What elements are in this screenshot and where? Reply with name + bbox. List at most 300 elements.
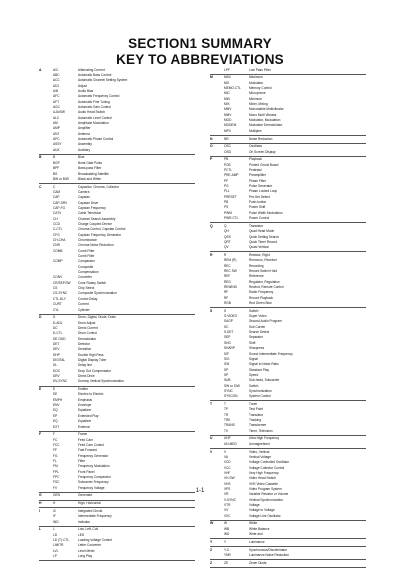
abbreviation: EMPH <box>53 397 63 402</box>
letter-group <box>39 432 195 493</box>
abbreviation-meaning: Fast Forward <box>78 448 97 453</box>
abbreviation: S.DET <box>224 330 234 335</box>
letter-group <box>210 157 366 224</box>
abbreviation-meaning: Signal to Noise Ratio <box>249 362 279 367</box>
abbreviation-meaning: Demodulator <box>78 336 97 341</box>
abbreviation-row <box>39 148 195 153</box>
abbreviation-meaning: Voltage <box>249 502 260 507</box>
abbreviation-meaning: Ultra High Frequency <box>249 436 280 441</box>
abbreviation-meaning: Signal <box>249 356 258 361</box>
letter-group <box>39 501 195 509</box>
abbreviation-meaning: Write and <box>249 532 263 537</box>
title-line-1: SECTION1 SUMMARY <box>128 36 272 51</box>
abbreviation-meaning: Frequency Comparator <box>78 474 111 479</box>
group-letter <box>210 553 224 558</box>
abbreviation-row <box>39 308 195 313</box>
abbreviation-meaning: Extended Play <box>78 413 99 418</box>
abbreviation: MMV <box>224 112 232 117</box>
abbreviation-meaning: Frequency Generator <box>78 453 109 458</box>
abbreviation-meaning: Preamplifier <box>249 173 267 178</box>
group-letter: U <box>210 436 213 441</box>
abbreviation-meaning: Synchronous/Discriminator <box>249 547 288 552</box>
abbreviation: C-CTL <box>53 227 63 232</box>
abbreviation-meaning: Push-button <box>249 200 267 205</box>
abbreviation-meaning: Drop Out Compensator <box>78 368 111 373</box>
abbreviation-row <box>210 150 366 155</box>
abbreviation: B <box>53 155 56 160</box>
abbreviation-meaning: Sound Intermediate Frequency <box>249 351 293 356</box>
abbreviation: COMB <box>53 248 63 253</box>
abbreviation-meaning: Low, Left, Coil <box>78 527 99 532</box>
abbreviation-meaning: Voltage Collector Control <box>249 465 285 470</box>
abbreviation: TV <box>224 428 229 433</box>
abbreviation-meaning: Chrominance <box>78 238 97 243</box>
abbreviation-meaning: Voltage to Voltage <box>249 508 275 513</box>
abbreviation: PCB <box>224 162 231 167</box>
abbreviation-meaning: Standard Play <box>249 367 270 372</box>
abbreviation: ALC <box>53 115 60 120</box>
abbreviation-meaning: Capstan Drive <box>78 200 99 205</box>
abbreviation-meaning: Noise Reduction <box>249 136 273 141</box>
abbreviation-meaning: Automatic Phase Control <box>78 137 114 142</box>
abbreviation: BGP <box>53 160 60 165</box>
group-letter: V <box>210 449 213 454</box>
letter-group <box>210 144 366 157</box>
group-letter: E <box>39 387 42 392</box>
abbreviation: DC <box>53 325 58 330</box>
abbreviation-meaning: Filter <box>78 458 86 463</box>
abbreviation: WD <box>224 532 230 537</box>
abbreviation: QV <box>224 245 229 250</box>
abbreviation-meaning: Automatic Channel Setting System <box>78 78 128 83</box>
abbreviation: MEMO.CTL <box>224 86 241 91</box>
abbreviation: CONV <box>53 275 63 280</box>
abbreviation-meaning: Oscillator <box>249 144 263 149</box>
abbreviation-meaning: Envelope <box>78 403 92 408</box>
abbreviation-meaning: Chroma Noise Reduction <box>78 243 114 248</box>
abbreviation: DHP <box>53 352 60 357</box>
group-letter: Q <box>210 223 213 228</box>
abbreviation-meaning: Converter <box>78 275 92 280</box>
abbreviation: MIN <box>224 96 230 101</box>
abbreviation-meaning: Generator <box>78 493 93 498</box>
abbreviation-meaning: Feed Cam <box>78 437 93 442</box>
abbreviation: BW or B/W <box>53 176 69 181</box>
abbreviation-meaning: Record Switch Hold <box>249 268 277 273</box>
abbreviation: CH-CHA <box>53 238 66 243</box>
abbreviation-meaning: Automatic Gain Control <box>78 105 111 109</box>
abbreviation-meaning: Audio Head Switch <box>78 110 105 115</box>
abbreviation-meaning: Chip Select <box>78 286 95 291</box>
abbreviation: SW or S/W <box>224 383 240 388</box>
abbreviation-meaning: LED <box>78 532 85 537</box>
abbreviation: VCD <box>224 460 231 465</box>
abbreviation: V-SYNC <box>224 497 236 502</box>
letter-group <box>39 387 195 432</box>
abbreviation: AMP <box>53 126 60 131</box>
abbreviation-meaning: Double High Pass <box>78 352 104 357</box>
abbreviation-meaning: Capstan Frequency <box>78 205 106 210</box>
abbreviation-meaning: Adjust <box>78 83 87 88</box>
abbreviation: SAGP <box>224 319 233 324</box>
abbreviation: AGC <box>53 105 60 109</box>
page-title <box>0 36 400 68</box>
abbreviation: Y-C <box>224 547 230 552</box>
abbreviation-row <box>210 561 366 566</box>
abbreviation: VCC <box>224 465 231 470</box>
abbreviation: REC SW <box>224 268 237 273</box>
abbreviation-meaning: Tracking <box>249 418 262 423</box>
letter-group <box>210 308 366 401</box>
abbreviation: LVL <box>53 548 59 553</box>
abbreviation: FG <box>53 453 58 458</box>
abbreviation-meaning: Luminance Noise Reduction <box>249 552 289 557</box>
abbreviation: SIG <box>224 356 230 361</box>
abbreviation: DET <box>53 341 60 346</box>
group-letter: D <box>39 315 42 320</box>
abbreviation-meaning: Quick Timer Record <box>249 239 278 244</box>
abbreviation-meaning: Sub-head, Subcarrier <box>249 378 280 383</box>
abbreviation-row <box>210 129 366 134</box>
group-letter: Z <box>210 547 213 552</box>
abbreviation-meaning: Cylinder <box>78 307 90 312</box>
abbreviation-meaning: Frequency Voltage <box>78 485 105 490</box>
letter-group <box>39 315 195 387</box>
group-letter: S <box>210 308 213 313</box>
abbreviation-meaning: Comparator <box>78 259 95 264</box>
abbreviation: TRK <box>224 418 231 423</box>
group-letter <box>210 216 224 221</box>
abbreviation-meaning: Front Panel <box>78 469 95 474</box>
group-letter <box>39 308 53 313</box>
abbreviation: BPF <box>53 166 60 171</box>
abbreviation-meaning: Color Rotary Switch <box>78 280 107 285</box>
abbreviation: PWM <box>224 210 232 215</box>
abbreviation-meaning: Assembly <box>78 142 92 147</box>
abbreviation-meaning: Comb Filter <box>78 248 95 253</box>
abbreviation: MAX <box>224 75 231 80</box>
abbreviation-meaning: Rewind, Remote Control <box>249 285 284 289</box>
abbreviation-meaning: White Balance <box>249 526 270 531</box>
abbreviation-meaning: Charge Coupled Device <box>78 222 112 226</box>
abbreviation: DRV <box>53 374 60 379</box>
abbreviation-meaning: Integrated Circuit <box>78 508 103 513</box>
letter-group <box>39 184 195 315</box>
abbreviation: SYNC <box>224 388 233 393</box>
abbreviation-meaning: Composite Synchronization <box>78 291 117 296</box>
abbreviation: VTR <box>224 502 231 507</box>
abbreviation: REM (R) <box>224 258 237 263</box>
abbreviation-meaning: Auxiliary <box>78 147 91 152</box>
group-letter: F <box>39 432 42 437</box>
abbreviation: AFT <box>53 99 60 104</box>
abbreviation-meaning: Luminance <box>249 539 265 544</box>
group-letter: T <box>210 402 213 406</box>
abbreviation-meaning: Synchronization <box>249 388 272 393</box>
abbreviation-row <box>39 520 195 525</box>
abbreviation: PS <box>224 205 229 210</box>
abbreviation-meaning: Microphone <box>249 91 266 96</box>
group-letter <box>210 150 224 155</box>
abbreviation: WB <box>224 526 230 531</box>
abbreviation-meaning: Broadcasting Satellite <box>78 171 109 176</box>
abbreviation-meaning: Search Detect <box>249 330 270 335</box>
abbreviation: MPX <box>224 128 231 133</box>
abbreviation-meaning: Compensation <box>78 270 99 275</box>
abbreviation: FC <box>53 437 58 442</box>
abbreviation-meaning: Band-pass Filter <box>78 166 102 171</box>
abbreviation: T <box>224 402 226 406</box>
letter-group <box>210 539 366 547</box>
abbreviation-meaning: Loading Voltage Control <box>78 537 113 542</box>
abbreviation: REF <box>224 274 231 279</box>
abbreviation: FF <box>53 448 57 453</box>
abbreviation: Y <box>224 539 227 544</box>
abbreviation-meaning: Digital Display Tube <box>78 357 107 362</box>
abbreviation-meaning: Radio Frequency <box>249 290 274 295</box>
abbreviation: V <box>224 449 227 454</box>
abbreviation-meaning: Amplifier <box>78 126 91 131</box>
abbreviation-meaning: Burst Gate Pulse <box>78 160 103 165</box>
abbreviation: PF <box>224 178 229 183</box>
abbreviation: SEP <box>224 335 231 340</box>
group-letter: N <box>210 136 213 141</box>
abbreviation: FM <box>53 464 58 469</box>
letter-group <box>210 252 366 308</box>
abbreviation-meaning: Pedestal <box>249 168 262 172</box>
abbreviation-meaning: Antenna <box>78 131 90 136</box>
abbreviation-row <box>210 301 366 306</box>
abbreviation-meaning: Deviation <box>78 347 92 352</box>
abbreviation-meaning: Equalizer <box>78 408 92 413</box>
abbreviation-meaning: Vertical Voltage <box>249 454 271 459</box>
abbreviation-meaning: Frame <box>78 432 88 437</box>
abbreviation-meaning: Audio Bias <box>78 88 94 93</box>
abbreviation-meaning: Emphasis <box>78 397 92 402</box>
abbreviation-meaning: Recording <box>249 263 264 268</box>
abbreviation-meaning: Variable Resistor or Volume <box>249 492 289 497</box>
abbreviation: EP <box>53 413 58 418</box>
abbreviation-meaning: Modulator <box>249 80 264 85</box>
group-letter <box>39 148 53 153</box>
abbreviation-meaning: Subcarrier Frequency <box>78 480 109 485</box>
abbreviation: SP <box>224 372 229 377</box>
abbreviation-meaning: Composite <box>78 264 94 269</box>
abbreviation: ENV <box>53 403 60 408</box>
abbreviation-row <box>39 177 195 182</box>
abbreviation: PB <box>224 157 229 162</box>
abbreviation-meaning: Equalizer <box>78 419 92 424</box>
abbreviation-meaning: Delay line <box>78 363 92 368</box>
abbreviation: OSD <box>224 149 231 154</box>
abbreviation-row <box>210 68 366 73</box>
abbreviation: MD <box>224 80 229 85</box>
abbreviation: AJA/SW <box>53 110 65 115</box>
abbreviation-meaning: Control Delay <box>78 296 98 301</box>
abbreviation-meaning: Drum, Digital, Diode, Drain <box>78 315 116 320</box>
abbreviation: PB <box>224 200 229 205</box>
abbreviation-meaning: Super Video <box>249 314 267 319</box>
group-letter <box>39 177 53 182</box>
abbreviation: IND <box>53 519 59 524</box>
abbreviation-meaning: Mono Multi Vibrator <box>249 112 277 117</box>
abbreviation: ZE <box>224 560 229 565</box>
abbreviation: S <box>224 308 227 313</box>
abbreviation: SYSCON <box>224 394 238 399</box>
abbreviation-meaning: Phase Locked Loop <box>249 189 278 194</box>
group-letter: O <box>210 144 213 149</box>
abbreviation: VHF <box>224 470 231 475</box>
abbreviation-row <box>210 532 366 537</box>
abbreviation-meaning: Playback <box>249 157 262 162</box>
letter-group <box>210 75 366 136</box>
abbreviation-meaning: Sharpness <box>249 346 265 351</box>
group-letter <box>39 520 53 525</box>
abbreviation-meaning: Resistor, Right <box>249 252 270 257</box>
abbreviation-meaning: Voltage Line Oscillator <box>249 513 281 518</box>
abbreviation-meaning: Remocon, Receiver <box>249 258 277 263</box>
abbreviation-meaning: Level Meter <box>78 548 95 553</box>
group-letter <box>210 129 224 134</box>
abbreviation: W <box>224 521 228 526</box>
abbreviation-row <box>210 429 366 434</box>
abbreviation: GEN <box>53 493 60 498</box>
abbreviation: VXC <box>224 513 231 518</box>
abbreviation-meaning: Indicator <box>78 519 91 524</box>
abbreviation-meaning: Modulator, Modulation <box>249 118 281 123</box>
abbreviation: MOD <box>224 118 232 123</box>
group-letter <box>210 394 224 399</box>
abbreviation: PRE-AMP <box>224 173 239 178</box>
abbreviation-meaning: Modulator Demodulator <box>249 123 283 128</box>
abbreviation-meaning: Maximum <box>249 75 263 80</box>
abbreviation-row <box>210 442 366 447</box>
abbreviation-row <box>39 493 195 498</box>
abbreviation-meaning: Electric to Electric <box>78 392 104 397</box>
abbreviation-meaning: Channel Search Assembly <box>78 216 116 221</box>
abbreviation: ANT <box>53 131 60 136</box>
abbreviation: VHS <box>224 481 231 486</box>
abbreviation-meaning: Tuner <box>249 402 258 406</box>
abbreviation-meaning: Minimum <box>249 96 262 101</box>
abbreviation-meaning: Quad Head Mode <box>249 229 275 234</box>
abbreviation: PLL <box>224 189 230 194</box>
letter-group <box>39 155 195 184</box>
abbreviation: CATV <box>53 211 62 216</box>
abbreviation: ADJ <box>53 83 60 88</box>
abbreviation-meaning: Unmagnetized <box>249 441 270 446</box>
abbreviation: QH <box>224 229 229 234</box>
abbreviation-meaning: Second Audio Program <box>249 319 282 324</box>
group-letter <box>39 379 53 384</box>
group-letter <box>210 301 224 306</box>
abbreviation: CURT <box>53 302 62 307</box>
abbreviation: MMV <box>224 107 232 112</box>
letter-group <box>210 67 366 75</box>
abbreviation-meaning: Pulse Width Modulation <box>249 210 283 215</box>
abbreviation: NR <box>224 136 229 141</box>
abbreviation: QSS <box>224 234 231 239</box>
abbreviation: FL <box>53 458 57 463</box>
letter-group <box>39 508 195 526</box>
abbreviation: OSC <box>224 144 231 149</box>
abbreviation: RF <box>224 295 229 300</box>
abbreviation: PCTL <box>224 168 233 172</box>
group-letter <box>39 425 53 430</box>
abbreviation: VV <box>224 508 229 513</box>
group-letter <box>39 554 53 559</box>
abbreviation-meaning: Printed Circuit Board <box>249 162 279 167</box>
abbreviation-meaning: Red Green Blue <box>249 301 272 306</box>
abbreviation: Q <box>224 223 227 228</box>
abbreviation-meaning: Automatic Bass Control <box>78 72 112 77</box>
abbreviation: F <box>53 432 55 437</box>
abbreviation: ACC <box>53 78 60 83</box>
abbreviation: CCD <box>53 222 60 226</box>
group-letter: Z <box>210 560 213 565</box>
abbreviation-meaning: Blue <box>78 155 85 160</box>
abbreviation-meaning: Cable Television <box>78 211 102 216</box>
abbreviation-meaning: Direct Current <box>78 325 98 330</box>
abbreviation: CAP-DRV <box>53 200 68 205</box>
abbreviation: SP <box>224 367 229 372</box>
abbreviation: SIF <box>224 351 229 356</box>
group-letter: L <box>39 527 42 532</box>
group-letter <box>210 429 224 434</box>
abbreviation: VH-SW <box>224 476 235 481</box>
abbreviation-meaning: Comb Filter <box>78 254 95 259</box>
abbreviation: EQ <box>53 408 58 413</box>
abbreviation-meaning: Camera <box>78 189 90 194</box>
abbreviation-meaning: Speed <box>249 372 259 377</box>
abbreviation: D-ADJ <box>53 320 63 325</box>
abbreviation: CAP-FG <box>53 205 66 210</box>
abbreviation-meaning: Letter Converter <box>78 543 102 548</box>
abbreviation: RF <box>224 290 229 295</box>
letter-group <box>210 449 366 521</box>
abbreviation-meaning: Power Control <box>249 216 270 221</box>
abbreviation: S-VIDEO <box>224 314 238 319</box>
abbreviation: DV-SYNC <box>53 379 68 384</box>
abbreviation-meaning: Pulse Generator <box>249 184 273 189</box>
abbreviation-meaning: External <box>78 424 90 429</box>
abbreviation: FPL <box>53 469 59 474</box>
abbreviation: EQ <box>53 419 58 424</box>
abbreviation: IC <box>53 508 57 513</box>
abbreviation-meaning: Capstan Frequency Generator <box>78 232 122 237</box>
abbreviation: R <box>224 252 227 257</box>
abbreviation: MIX <box>224 102 230 107</box>
abbreviation-meaning: Regulator, Regulation <box>249 279 280 284</box>
abbreviation: EE <box>53 392 58 397</box>
group-letter: H <box>39 501 42 506</box>
abbreviation: YNR <box>224 552 231 557</box>
abbreviation-row <box>210 540 366 545</box>
abbreviation: AUX <box>53 147 60 152</box>
abbreviation-meaning: Capacitor, Chroma, Collector <box>78 184 119 189</box>
group-letter: G <box>39 493 42 498</box>
group-letter <box>210 442 224 447</box>
abbreviation: PG <box>224 184 229 189</box>
group-letter <box>210 532 224 537</box>
abbreviation: VA <box>224 454 229 459</box>
abbreviation-meaning: Phase Filter <box>249 178 267 183</box>
abbreviation: D-CTL <box>53 331 63 336</box>
abbreviation-meaning: Monostable Multivibrator <box>249 107 284 112</box>
abbreviation: UHF <box>224 436 231 441</box>
abbreviation-row <box>39 379 195 384</box>
abbreviation-meaning: High, Horizontal <box>78 501 101 506</box>
